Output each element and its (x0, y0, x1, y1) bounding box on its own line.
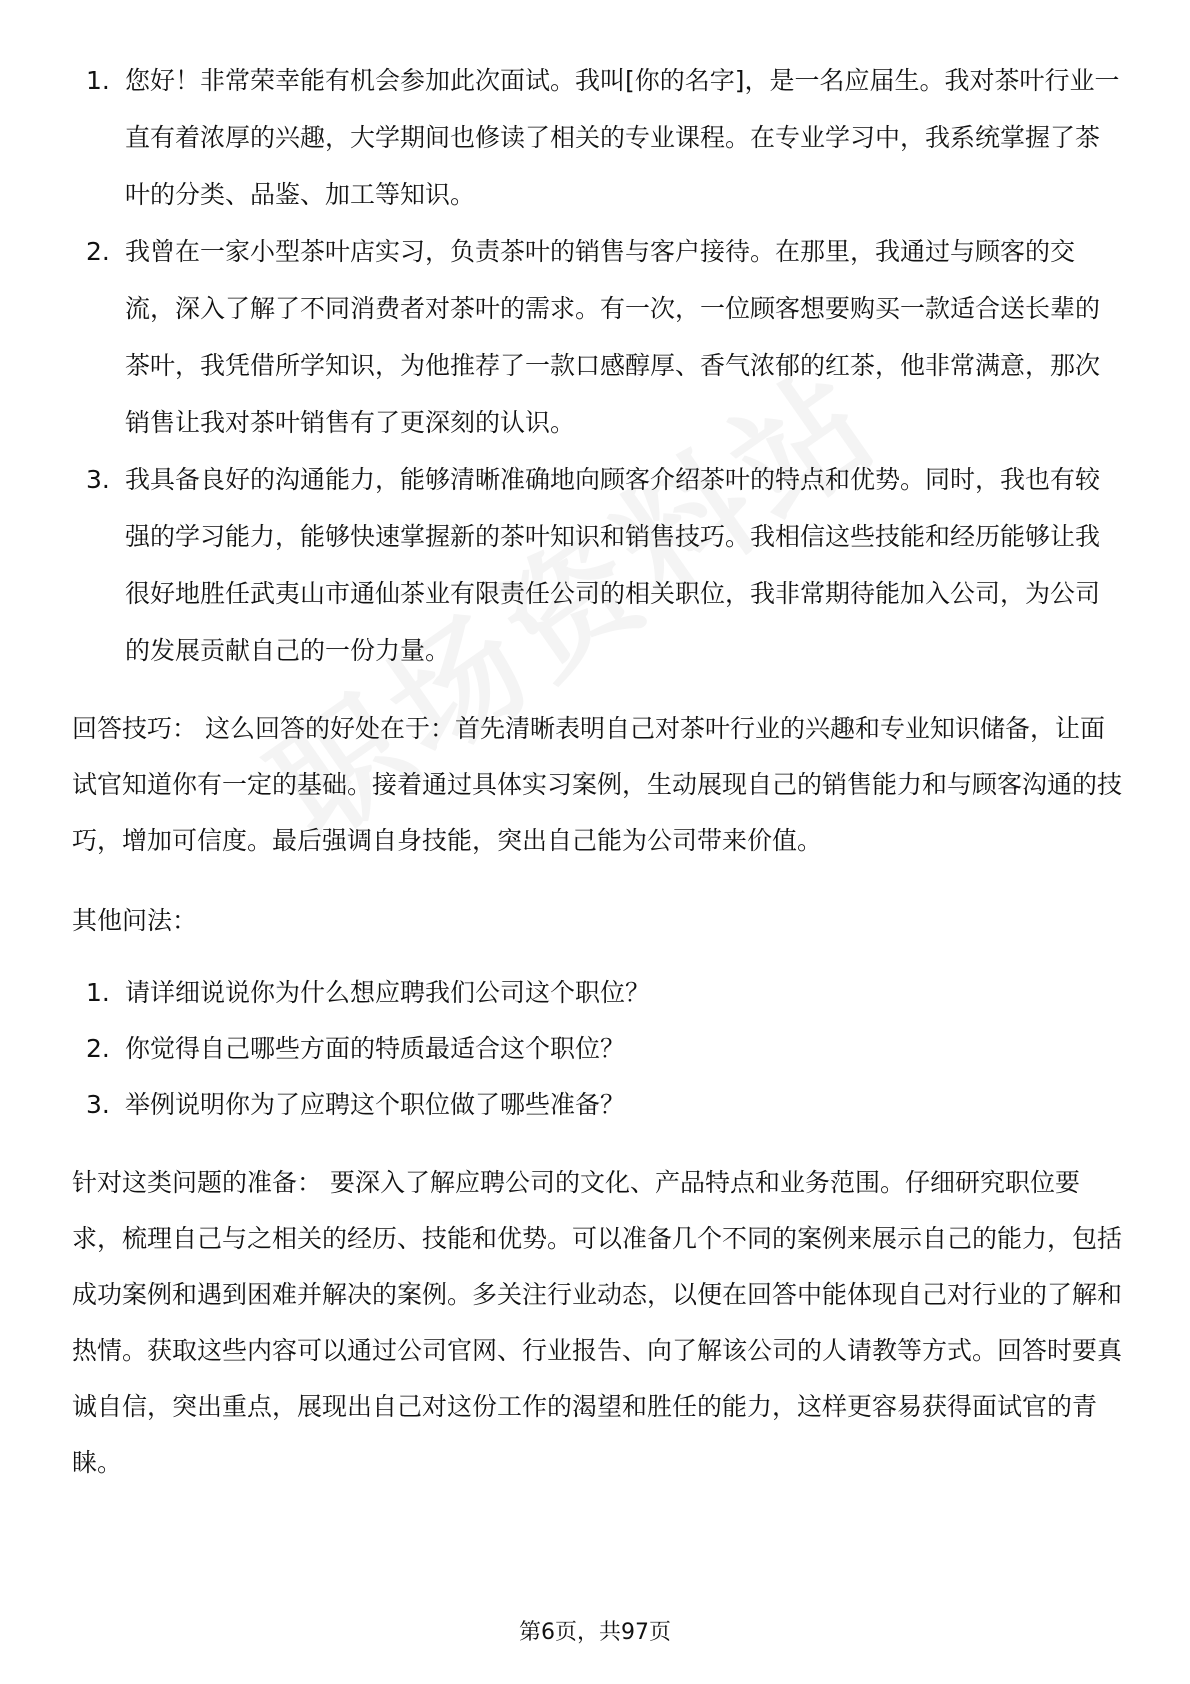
answer-list (72, 52, 1122, 679)
list-item (72, 451, 1122, 679)
list-number: 2. (86, 1034, 110, 1063)
list-item (72, 1077, 1122, 1133)
list-item (72, 965, 1122, 1021)
other-questions-heading: 其他问法： (72, 906, 198, 935)
document-body (72, 52, 1122, 1491)
list-text: 我具备良好的沟通能力，能够清晰准确地向顾客介绍茶叶的特点和优势。同时，我也有较强的学习能力，能够快速掌握新的茶叶知识和销售技巧。我相信这些技能和经历能够让我很好地胜任武夷山市通仙茶业有限责任公司的相关职位，我非常期待能加入公司，为公司的发展贡献自己的一份力量。 (125, 465, 1101, 665)
list-number: 3. (86, 465, 110, 494)
list-text: 请详细说说你为什么想应聘我们公司这个职位？ (125, 978, 651, 1007)
list-number: 1. (86, 66, 110, 95)
list-item (72, 52, 1122, 223)
list-text: 你觉得自己哪些方面的特质最适合这个职位？ (125, 1034, 626, 1063)
list-text: 举例说明你为了应聘这个职位做了哪些准备？ (125, 1090, 626, 1119)
list-number: 2. (86, 237, 110, 266)
list-text: 我曾在一家小型茶叶店实习，负责茶叶的销售与客户接待。在那里，我通过与顾客的交流，深入了解了不同消费者对茶叶的需求。有一次，一位顾客想要购买一款适合送长辈的茶叶，我凭借所学知识，为他推荐了一款口感醇厚、香气浓郁的红茶，他非常满意，那次销售让我对茶叶销售有了更深刻的认识。 (125, 237, 1101, 437)
list-number: 3. (86, 1090, 110, 1119)
list-text: 您好！非常荣幸能有机会参加此次面试。我叫[你的名字]，是一名应届生。我对茶叶行业一直有着浓厚的兴趣，大学期间也修读了相关的专业课程。在专业学习中，我系统掌握了茶叶的分类、品鉴、加工等知识。 (125, 66, 1120, 209)
list-number: 1. (86, 978, 110, 1007)
page-number: 第6页，共97页 (519, 1620, 671, 1645)
list-item (72, 1021, 1122, 1077)
other-questions-list (72, 965, 1122, 1133)
preparation-paragraph: 针对这类问题的准备： 要深入了解应聘公司的文化、产品特点和业务范围。仔细研究职位要求，梳理自己与之相关的经历、技能和优势。可以准备几个不同的案例来展示自己的能力，包括成功案例和遇到困难并解决的案例。多关注行业动态，以便在回答中能体现自己对行业的了解和热情。获取这些内容可以通过公司官网、行业报告、向了解该公司的人请教等方式。回答时要真诚自信，突出重点，展现出自己对这份工作的渴望和胜任的能力，这样更容易获得面试官的青睐。 (72, 1168, 1123, 1477)
answer-tips: 回答技巧： 这么回答的好处在于：首先清晰表明自己对茶叶行业的兴趣和专业知识储备，让面试官知道你有一定的基础。接着通过具体实习案例，生动展现自己的销售能力和与顾客沟通的技巧，增加可信度。最后强调自身技能，突出自己能为公司带来价值。 (72, 714, 1123, 855)
list-item (72, 223, 1122, 451)
